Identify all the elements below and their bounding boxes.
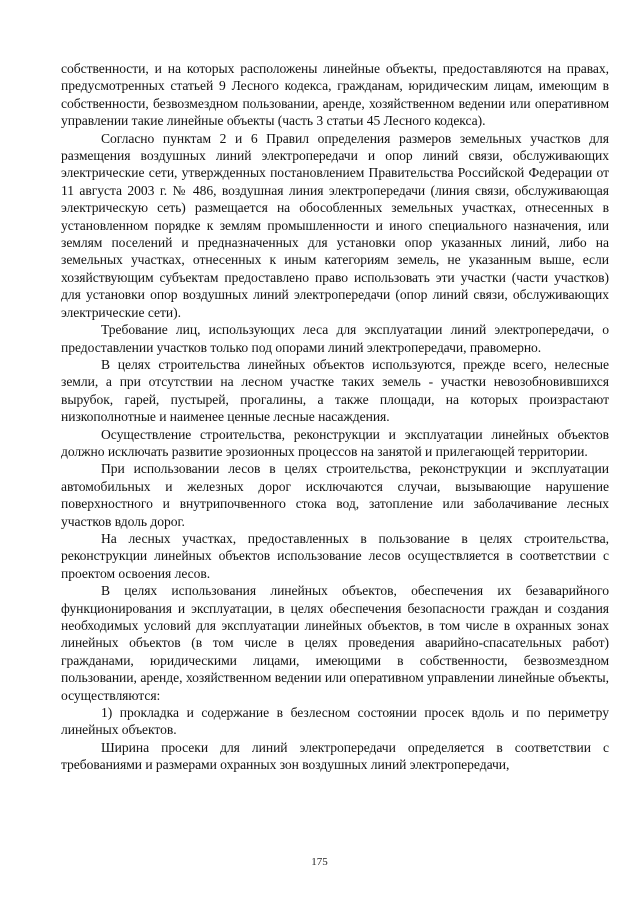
- paragraph-power-line-rules: Согласно пунктам 2 и 6 Правил определения размеров земельных участков для размещения воздушных линий электропередачи и опор линий связи, обслуживающих электрические сети, утвержденных постановлением Правительства Российской Федерации от 11 августа 2003 г. № 486, воздушная линия электропередачи (линия связи, обслуживающая электрическую сеть) размещается на обособленных земельных участках, отнесенных в установленном порядке к землям промышленности и иного специального назначения, или землям поселений и предназначенных для установки опор указанных линий, либо на земельных участках, отнесенных к иным категориям земель, не указанным выше, если хозяйствующим субъектам предоставлено право использовать эти участки (части участков) для установки опор воздушных линий электропередачи (опор линий связи, обслуживающих электрические сети).: [61, 130, 609, 320]
- page-number: 175: [311, 856, 328, 868]
- paragraph-forest-development-project: На лесных участках, предоставленных в пользование в целях строительства, реконструкции линейных объектов использование лесов осуществляется в соответствии с проектом освоения лесов.: [61, 530, 609, 581]
- paragraph-clearing-width: Ширина просеки для линий электропередачи определяется в соответствии с требованиями и размерами охранных зон воздушных линий электропередачи,: [61, 739, 609, 773]
- paragraph-plots-under-supports: Требование лиц, использующих леса для эксплуатации линий электропередачи, о предоставлении участков только под опорами линий электропередачи, правомерно.: [61, 322, 609, 355]
- paragraph-construction-lands: В целях строительства линейных объектов используются, прежде всего, нелесные земли, а при отсутствии на лесном участке таких земель - участки невозобновившихся вырубок, гарей, пустырей, прогалины, а также площади, на которых произрастают низкополнотные и наименее ценные лесные насаждения.: [61, 356, 609, 425]
- list-item-clearings: 1) прокладка и содержание в безлесном состоянии просек вдоль и по периметру линейных объектов.: [61, 705, 609, 738]
- document-body: [61, 60, 609, 774]
- paragraph-ownership-continuation: собственности, и на которых расположены линейные объекты, предоставляются на правах, предусмотренных статьей 9 Лесного кодекса, гражданам, юридическим лицам, имеющим в собственности, безвозмездном пользовании, аренде, хозяйственном ведении или оперативном управлении такие линейные объекты (часть 3 статьи 45 Лесного кодекса).: [61, 61, 609, 129]
- paragraph-roads-runoff: При использовании лесов в целях строительства, реконструкции и эксплуатации автомобильных и железных дорог исключаются случаи, вызывающие нарушение поверхностного и внутрипочвенного стока вод, затопление или заболачивание лесных участков вдоль дорог.: [61, 461, 609, 529]
- paragraph-erosion-prevention: Осуществление строительства, реконструкции и эксплуатации линейных объектов должно исключать развитие эрозионных процессов на занятой и прилегающей территории.: [61, 426, 609, 459]
- paragraph-linear-objects-use: В целях использования линейных объектов, обеспечения их безаварийного функционирования и эксплуатации, в целях обеспечения безопасности граждан и создания необходимых условий для эксплуатации линейных объектов, в том числе в охранных зонах линейных объектов (в том числе в целях проведения аварийно-спасательных работ) гражданами, юридическими лицами, имеющими в собственности, безвозмездном пользовании, аренде, хозяйственном ведении или оперативном управлении линейные объекты, осуществляются:: [61, 583, 609, 703]
